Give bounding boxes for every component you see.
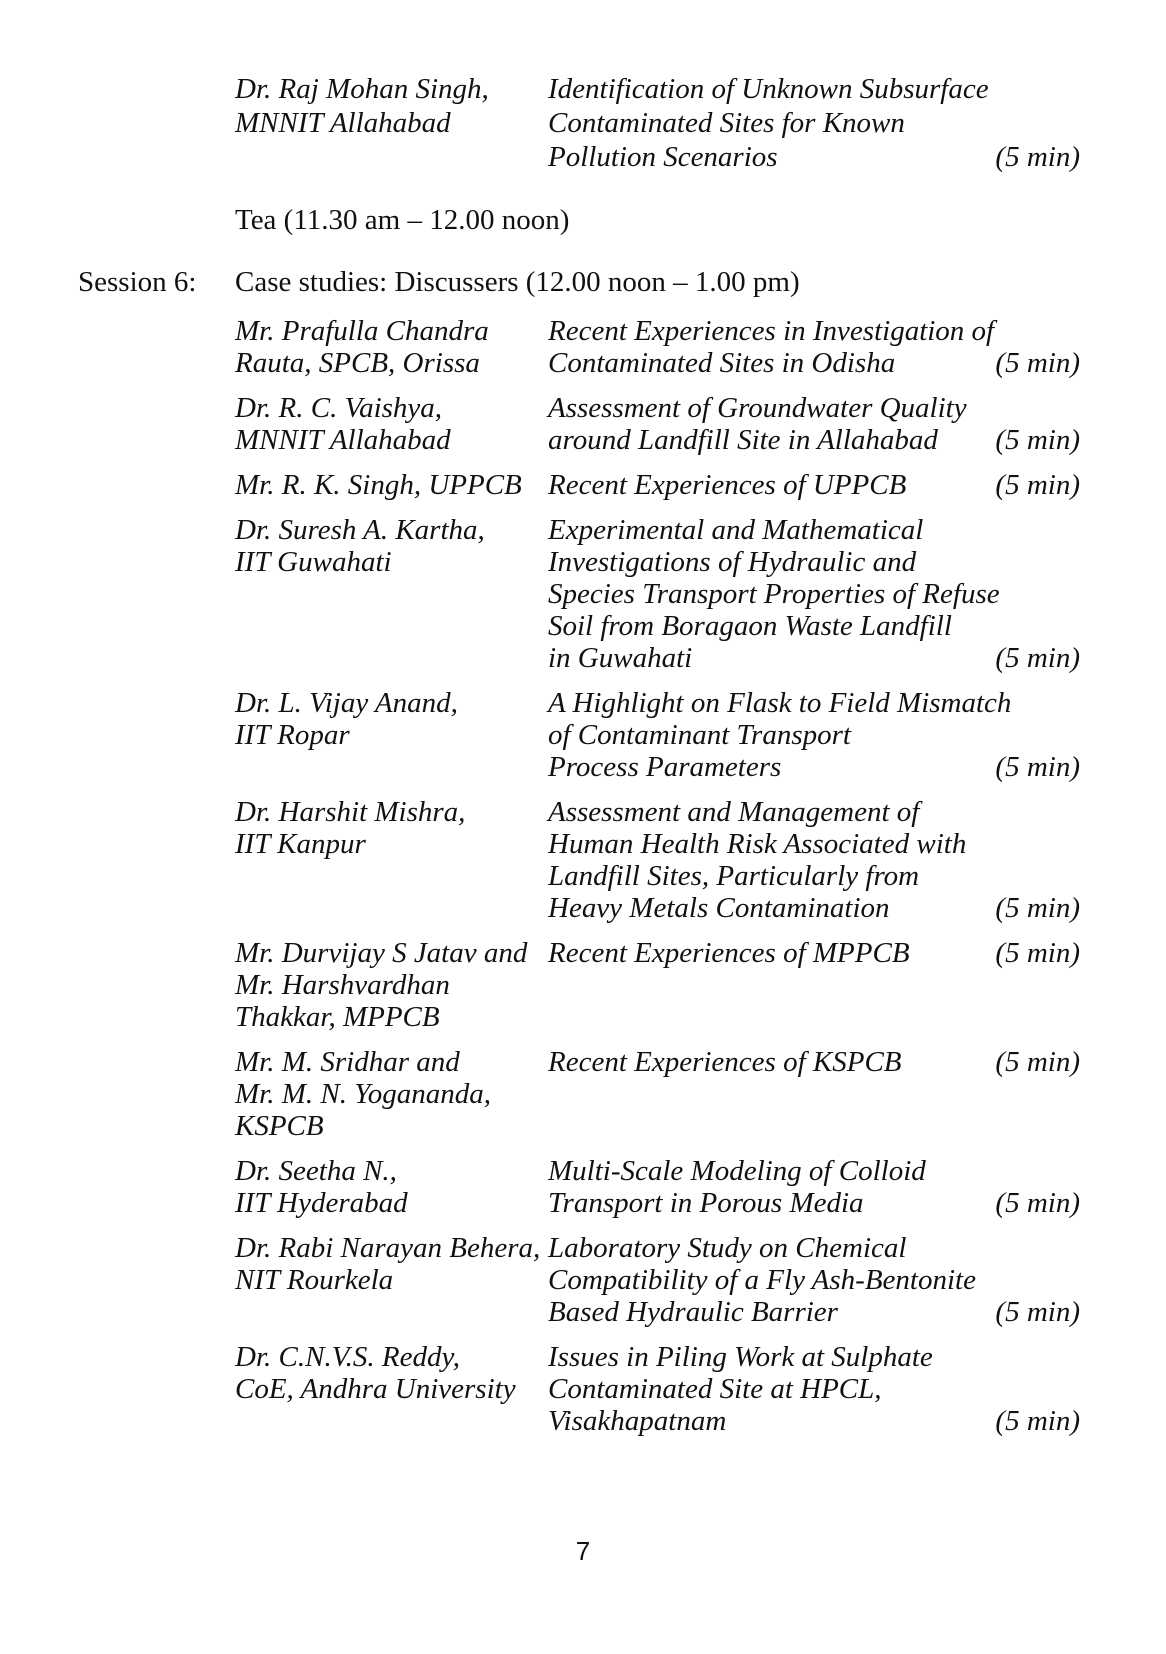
- entry-duration: (5 min): [995, 892, 1080, 924]
- title-line: Compatibility of a Fly Ash-Bentonite: [548, 1264, 976, 1296]
- title-line: around Landfill Site in Allahabad: [548, 424, 938, 456]
- entry-duration: (5 min): [995, 1405, 1080, 1437]
- speaker-line: KSPCB: [235, 1110, 324, 1142]
- entry-speaker: [235, 937, 545, 1033]
- entry-speaker: [235, 315, 545, 379]
- entry-speaker: [235, 392, 545, 456]
- entry-title: [548, 1155, 1018, 1219]
- title-line: Assessment of Groundwater Quality: [548, 392, 967, 424]
- title-line: Recent Experiences in Investigation of: [548, 315, 995, 347]
- entry-title: [548, 392, 1018, 456]
- entry-duration: (5 min): [995, 1046, 1080, 1078]
- title-line: Multi-Scale Modeling of Colloid: [548, 1155, 926, 1187]
- speaker-line: CoE, Andhra University: [235, 1373, 516, 1405]
- tea-break: Tea (11.30 am – 12.00 noon): [235, 204, 570, 236]
- speaker-line: Dr. Harshit Mishra,: [235, 796, 466, 828]
- speaker-line: Dr. R. C. Vaishya,: [235, 392, 443, 424]
- entry-speaker: [235, 1341, 545, 1405]
- entry-duration: (5 min): [995, 642, 1080, 674]
- speaker-line: Rauta, SPCB, Orissa: [235, 347, 480, 379]
- title-line: Landfill Sites, Particularly from: [548, 860, 920, 892]
- title-line: Investigations of Hydraulic and: [548, 546, 917, 578]
- entry-title: [548, 514, 1018, 674]
- title-line: Process Parameters: [548, 751, 782, 783]
- entry-title: [548, 1232, 1018, 1328]
- title-line: Contaminated Site at HPCL,: [548, 1373, 882, 1405]
- session-heading: Case studies: Discussers (12.00 noon – 1.00 pm): [235, 266, 800, 298]
- title-line: Identification of Unknown Subsurface: [548, 73, 989, 105]
- entry-speaker: [235, 1046, 545, 1142]
- title-line: Assessment and Management of: [548, 796, 920, 828]
- entry-speaker: [235, 687, 545, 751]
- entry-duration: (5 min): [995, 1187, 1080, 1219]
- speaker-line: Dr. L. Vijay Anand,: [235, 687, 458, 719]
- page-number: 7: [575, 1536, 591, 1566]
- title-line: Experimental and Mathematical: [548, 514, 924, 546]
- entry-title: [548, 1341, 1018, 1437]
- speaker-line: MNNIT Allahabad: [235, 107, 451, 139]
- speaker-line: Dr. Seetha N.,: [235, 1155, 397, 1187]
- speaker-line: IIT Hyderabad: [235, 1187, 408, 1219]
- title-line: Recent Experiences of MPPCB: [548, 937, 910, 969]
- speaker-line: IIT Kanpur: [235, 828, 366, 860]
- title-line: of Contaminant Transport: [548, 719, 851, 751]
- title-line: Transport in Porous Media: [548, 1187, 864, 1219]
- speaker-line: Thakkar, MPPCB: [235, 1001, 440, 1033]
- speaker-line: Dr. Raj Mohan Singh,: [235, 73, 489, 105]
- speaker-line: Mr. R. K. Singh, UPPCB: [235, 469, 522, 501]
- speaker-line: Dr. C.N.V.S. Reddy,: [235, 1341, 461, 1373]
- title-line: in Guwahati: [548, 642, 693, 674]
- title-line: Soil from Boragaon Waste Landfill: [548, 610, 952, 642]
- speaker-line: Mr. M. Sridhar and: [235, 1046, 460, 1078]
- entry-speaker: [235, 469, 545, 501]
- title-line: Visakhapatnam: [548, 1405, 727, 1437]
- entry-duration: (5 min): [995, 424, 1080, 456]
- title-line: Recent Experiences of KSPCB: [548, 1046, 902, 1078]
- title-line: Contaminated Sites for Known: [548, 107, 905, 139]
- speaker-line: Mr. Durvijay S Jatav and: [235, 937, 528, 969]
- entry-speaker: [235, 72, 545, 140]
- title-line: Contaminated Sites in Odisha: [548, 347, 896, 379]
- entry-speaker: [235, 796, 545, 860]
- entry-duration: (5 min): [995, 1296, 1080, 1328]
- entry-title: [548, 1046, 1018, 1078]
- speaker-line: Mr. M. N. Yogananda,: [235, 1078, 491, 1110]
- speaker-line: Dr. Rabi Narayan Behera,: [235, 1232, 541, 1264]
- entry-speaker: [235, 1155, 545, 1219]
- entry-title: [548, 315, 1018, 379]
- entry-duration: (5 min): [995, 141, 1080, 173]
- speaker-line: Mr. Prafulla Chandra: [235, 315, 489, 347]
- entry-duration: (5 min): [995, 469, 1080, 501]
- speaker-line: IIT Ropar: [235, 719, 350, 751]
- entry-title: [548, 937, 1018, 969]
- entry-title: [548, 687, 1018, 783]
- entry-speaker: [235, 1232, 545, 1296]
- entry-duration: (5 min): [995, 347, 1080, 379]
- speaker-line: Mr. Harshvardhan: [235, 969, 450, 1001]
- title-line: Based Hydraulic Barrier: [548, 1296, 838, 1328]
- speaker-line: MNNIT Allahabad: [235, 424, 451, 456]
- title-line: Species Transport Properties of Refuse: [548, 578, 1000, 610]
- entry-title: [548, 72, 1018, 174]
- entry-title: [548, 796, 1018, 924]
- title-line: Recent Experiences of UPPCB: [548, 469, 907, 501]
- entry-speaker: [235, 514, 545, 578]
- session-label: Session 6:: [78, 266, 197, 298]
- title-line: Heavy Metals Contamination: [548, 892, 890, 924]
- speaker-line: Dr. Suresh A. Kartha,: [235, 514, 485, 546]
- title-line: Pollution Scenarios: [548, 141, 778, 173]
- title-line: Laboratory Study on Chemical: [548, 1232, 907, 1264]
- entry-title: [548, 469, 1018, 501]
- title-line: A Highlight on Flask to Field Mismatch: [548, 687, 1012, 719]
- title-line: Issues in Piling Work at Sulphate: [548, 1341, 933, 1373]
- speaker-line: NIT Rourkela: [235, 1264, 394, 1296]
- entry-duration: (5 min): [995, 937, 1080, 969]
- title-line: Human Health Risk Associated with: [548, 828, 967, 860]
- speaker-line: IIT Guwahati: [235, 546, 392, 578]
- entry-duration: (5 min): [995, 751, 1080, 783]
